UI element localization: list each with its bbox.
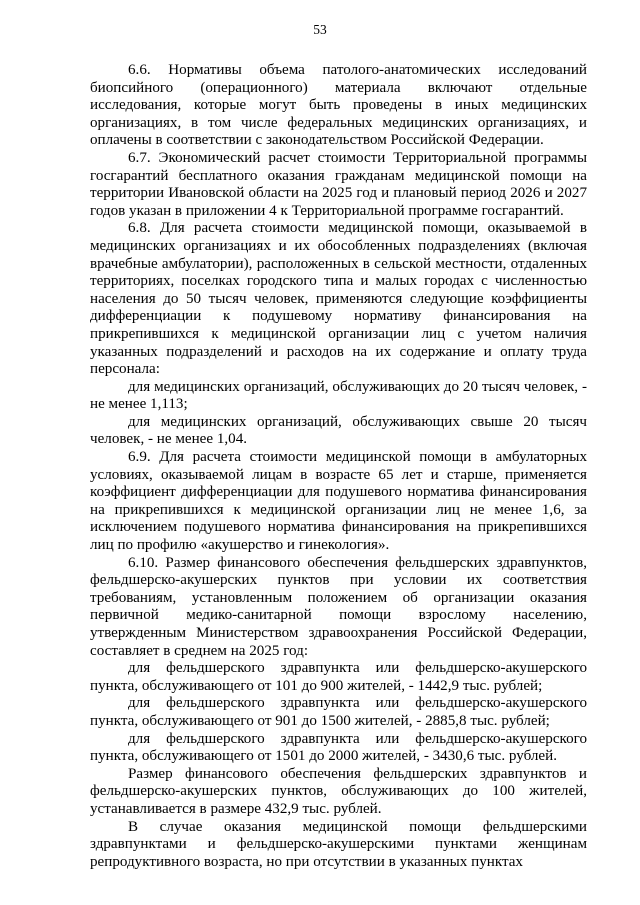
list-item-over-20k: для медицинских организаций, обслуживающих свыше 20 тысяч человек, - не менее 1,04. xyxy=(90,413,587,448)
list-item-101-900: для фельдшерского здравпункта или фельдшерско-акушерского пункта, обслуживающего от 101 до 900 жителей, - 1442,9 тыс. рублей; xyxy=(90,660,587,694)
paragraph-6-6: 6.6. Нормативы объема патолого-анатомических исследований биопсийного (операционного) материала включают отдельные исследования, которые могут быть проведены в иных медицинских организациях, в том числе федеральных медицинских организациях, и оплачены в соответствии с законодательством Российской Федерации. xyxy=(90,62,587,149)
paragraph-reproductive-age: В случае оказания медицинской помощи фельдшерскими здравпунктами и фельдшерско-акушерскими пунктами женщинам репродуктивного возраста, но при отсутствии в указанных пунктах xyxy=(90,818,587,870)
paragraph-6-9: 6.9. Для расчета стоимости медицинской помощи в амбулаторных условиях, оказываемой лицам в возрасте 65 лет и старше, применяется коэффициент дифференциации для подушевого норматива финансирования на прикрепившихся к медицинской организации лиц не менее 1,6, за исключением подушевого норматива финансирования на прикрепившихся лиц по профилю «акушерство и гинекология». xyxy=(90,449,587,554)
paragraph-6-7: 6.7. Экономический расчет стоимости Территориальной программы госгарантий бесплатного оказания гражданам медицинской помощи на территории Ивановской области на 2025 год и плановый период 2026 и 2027 годов указан в приложении 4 к Территориальной программе госгарантий. xyxy=(90,149,587,219)
list-item-up-to-20k: для медицинских организаций, обслуживающих до 20 тысяч человек, - не менее 1,113; xyxy=(90,378,587,413)
paragraph-6-8: 6.8. Для расчета стоимости медицинской помощи, оказываемой в медицинских организациях и их обособленных подразделениях (включая врачебные амбулатории), расположенных в сельской местности, отдаленных территориях, поселках городского типа и малых городах с численностью населения до 50 тысяч человек, применяются следующие коэффициенты дифференциации к подушевому нормативу финансирования на прикрепившихся к медицинской организации лиц с учетом наличия указанных подразделений и расходов на их содержание и оплату труда персонала: xyxy=(90,220,587,378)
document-body xyxy=(90,62,587,871)
paragraph-up-to-100: Размер финансового обеспечения фельдшерских здравпунктов и фельдшерско-акушерских пунктов, обслуживающих до 100 жителей, устанавливается в размере 432,9 тыс. рублей. xyxy=(90,765,587,817)
list-item-901-1500: для фельдшерского здравпункта или фельдшерско-акушерского пункта, обслуживающего от 901 до 1500 жителей, - 2885,8 тыс. рублей; xyxy=(90,695,587,729)
list-item-1501-2000: для фельдшерского здравпункта или фельдшерско-акушерского пункта, обслуживающего от 1501 до 2000 жителей, - 3430,6 тыс. рублей. xyxy=(90,730,587,765)
paragraph-6-10: 6.10. Размер финансового обеспечения фельдшерских здравпунктов, фельдшерско-акушерских пунктов при условии их соответствия требованиям, установленным положением об организации оказания первичной медико-санитарной помощи взрослому населению, утвержденным Министерством здравоохранения Российской Федерации, составляет в среднем на 2025 год: xyxy=(90,554,587,659)
page-number: 53 xyxy=(313,22,327,37)
